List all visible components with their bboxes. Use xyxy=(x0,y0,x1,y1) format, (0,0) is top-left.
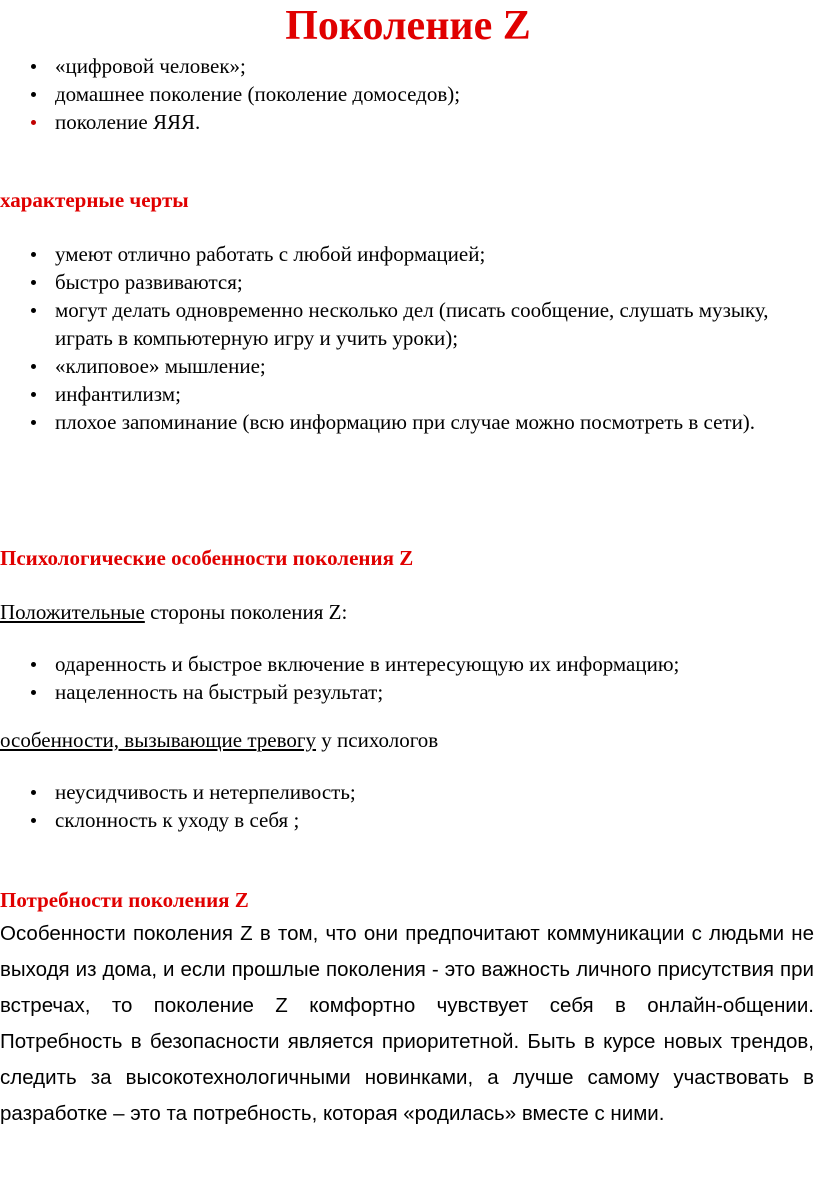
list-item: быстро развиваются; xyxy=(0,268,812,296)
list-item: домашнее поколение (поколение домоседов); xyxy=(0,80,812,108)
positive-intro: Положительные стороны поколения Z: xyxy=(0,600,348,624)
traits-list xyxy=(0,240,812,436)
list-item: нацеленность на быстрый результат; xyxy=(0,678,812,706)
bullet-icon xyxy=(31,364,36,369)
list-item: склонность к уходу в себя ; xyxy=(0,806,812,834)
bullet-icon xyxy=(31,64,36,69)
concern-intro: особенности, вызывающие тревогу у психологов xyxy=(0,728,439,752)
psych-heading: Психологические особенности поколения Z xyxy=(0,546,414,570)
list-item: могут делать одновременно несколько дел (писать сообщение, слушать музыку, играть в компьютерную игру и учить уроки); xyxy=(0,296,812,352)
positive-list xyxy=(0,650,812,706)
list-item: плохое запоминание (всю информацию при случае можно посмотреть в сети). xyxy=(0,408,812,436)
bullet-icon xyxy=(31,308,36,313)
bullet-icon xyxy=(31,790,36,795)
needs-heading: Потребности поколения Z xyxy=(0,888,249,912)
bullet-icon xyxy=(31,662,36,667)
bullet-icon xyxy=(31,392,36,397)
list-item: инфантилизм; xyxy=(0,380,812,408)
page-title: Поколение Z xyxy=(285,3,531,49)
list-item: неусидчивость и нетерпеливость; xyxy=(0,778,812,806)
bullet-icon xyxy=(31,92,36,97)
list-item: умеют отлично работать с любой информацией; xyxy=(0,240,812,268)
bullet-icon xyxy=(31,280,36,285)
list-item: одаренность и быстрое включение в интересующую их информацию; xyxy=(0,650,812,678)
list-item: «клиповое» мышление; xyxy=(0,352,812,380)
concerns-list xyxy=(0,778,812,834)
bullet-icon xyxy=(31,818,36,823)
aliases-list xyxy=(0,52,812,136)
bullet-icon xyxy=(31,252,36,257)
bullet-icon xyxy=(31,690,36,695)
list-item: «цифровой человек»; xyxy=(0,52,812,80)
list-item: поколение ЯЯЯ. xyxy=(0,108,812,136)
traits-heading: характерные черты xyxy=(0,188,189,212)
needs-paragraph: Особенности поколения Z в том, что они предпочитают коммуникации с людьми не выходя из дома, и если прошлые поколения - это важность личного присутствия при встречах, то поколение Z комфортно чувствует себя в онлайн-общении. Потребность в безопасности является приоритетной. Быть в курсе новых трендов, следить за высокотехнологичными новинками, а лучше самому участвовать в разработке – это та потребность, которая «родилась» вместе с ними. xyxy=(0,922,814,1125)
bullet-icon xyxy=(31,420,36,425)
bullet-icon xyxy=(31,120,36,125)
